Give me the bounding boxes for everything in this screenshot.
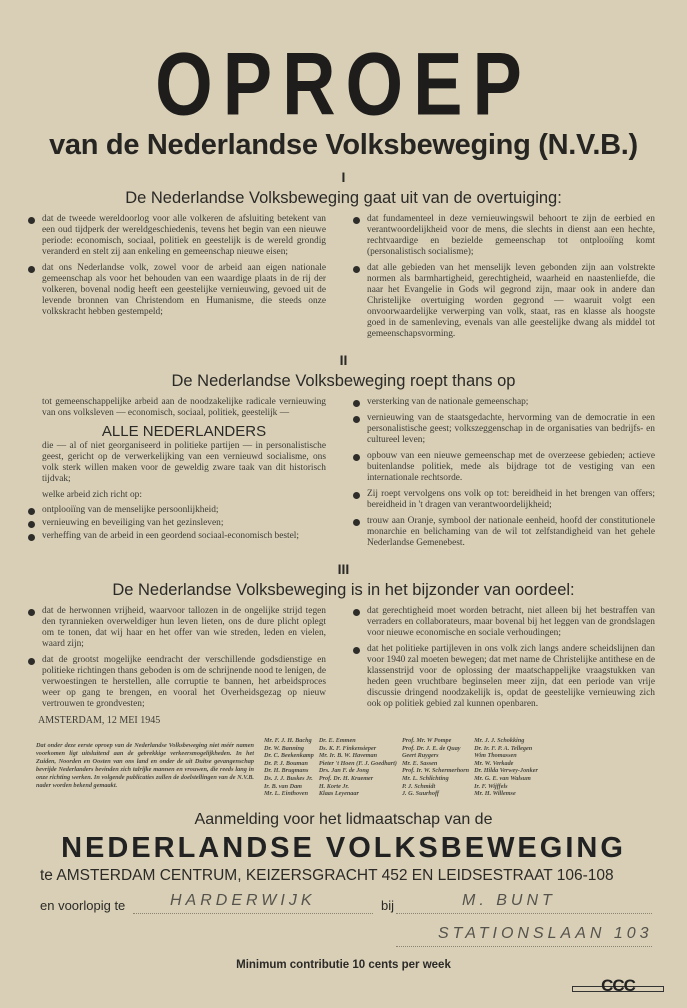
bullet-icon [353,647,360,654]
signatory: Ds. J. J. Buskes Jr. [264,774,313,782]
logo-text: CCC [601,975,635,995]
bullet-icon [28,266,35,273]
bullet-icon [353,519,360,526]
list-item [353,413,655,446]
list-item-text: dat de herwonnen vrijheid, waarvoor tallozen in de ongelijke strijd tegen den tyrannieken overweldiger hun leven lieten, ons de dure plicht oplegt om te tonen, dat wij haar en het offer van wie streden, leden en vielen, waard zijn; [42,606,326,649]
signatories-column [264,737,314,798]
section-1-right-column [353,214,655,345]
signatory: Pieter 't Hoen (F. J. Goedhart) [318,759,397,767]
bullet-icon [353,454,360,461]
list-item-text: dat fundamenteel in deze vernieuwingswil behoort te zijn de eerbied en verantwoordelijkheid voor de mens, die slechts in dienst aan een hechte, rechtvaardige en bezielde gemeenschap tot ontplooiïng komt (personalistisch socialisme); [367,214,655,257]
list-item-text: dat alle gebieden van het menselijk leven gebonden zijn aan volstrekte normen als barmhartigheid, gerechtigheid, waarheid en naastenliefde, die naar het Evangelie in Gods wil gegrond zijn, maar ook in andere dan Christelijke overtuiging worden gegrond — waaruit volgt een onvoorwaardelijke verwerping van volk, staat, ras en klasse als hoogste goed in de samenleving, evenals van alle geestelijke dwang als middel tot gemeenschapsvorming. [367,263,655,339]
list-item-text: trouw aan Oranje, symbool der nationale eenheid, hoofd der constitutionele monarchie en belichaming van de wil tot zelfstandigheid van het gehele Nederlandse Gemenebest. [367,516,655,548]
alle-nederlanders-heading: ALLE NEDERLANDERS [101,423,267,440]
signatory: Mr. L. Einthoven [264,790,309,798]
list-item-text: dat ons Nederlandse volk, zowel voor de arbeid aan eigen nationale gemeenschap als voor het behouden van een waardige plaats in de rij der volkeren, bovenal nodig heeft een geestelijke vernieuwing, gevoed uit de levende bronnen van Christendom en Humanisme, die steeds onze volkskracht hebben gestempeld; [42,263,326,317]
signatory: Mr. F. J. H. Bachg [264,737,312,744]
paragraph: welke arbeid zich richt op: [42,490,142,500]
place-field-line [133,912,373,914]
bullet-icon [28,658,35,665]
signatory: Dr. H. Brugmans [264,767,309,775]
minimum-contribution: Minimum contributie 10 cents per week [236,958,451,971]
signatory: Prof. Ir. W. Schermerhorn [401,767,470,775]
signatory: Wim Thomassen [474,752,517,760]
signatory: Prof. Dr. H. Kraemer [318,774,374,782]
section-numeral: I [341,169,346,185]
signatory: Dr. Hilda Verwey-Jonker [474,767,538,775]
signatory: Mr. Ir. B. W. Haveman [318,752,378,760]
organization-address: te AMSTERDAM CENTRUM, KEIZERSGRACHT 452 EN LEIDSESTRAAT 106-108 [40,866,614,884]
signatories-column [474,737,538,798]
street-row [0,919,687,952]
signatory: Mr. E. Sassen [401,759,438,767]
signatories-column [402,737,469,798]
signatory: Mr. L. Schlichting [401,774,449,782]
section-2-left-column [28,397,326,554]
list-item-text: dat de grootst mogelijke eendracht der verschillende godsdienstige en politieke richtingen thans geboden is om de schrijnende nood te lenigen, de verwoestingen te herstellen, alle corruptie te bannen, het arbeidsproces weer op gang te brengen, en vooral het Overheidsgezag op nieuw vertrouwen te grondvesten; [42,655,326,709]
list-item-text: Zij roept vervolgens ons volk op tot: bereidheid in het brengen van offers; bereidheid in 't dragen van verantwoordelijkheid; [367,489,655,510]
list-item [353,489,655,511]
bullet-icon [28,508,35,515]
printer-logo [572,976,664,998]
place-label: en voorlopig te [40,897,126,913]
list-item [353,214,655,258]
signatory: Drs. Jan F. de Jong [318,767,369,775]
list-item [353,516,655,549]
list-item [353,644,655,710]
signatory: J. G. Suurhoff [401,790,439,798]
section-heading: De Nederlandse Volksbeweging gaat uit van de overtuiging: [125,189,562,207]
list-item [28,606,326,650]
signatory: Ds. K. F. Finkensieper [318,744,377,752]
contact-field[interactable]: M. BUNT [462,891,556,909]
organization-name: NEDERLANDSE VOLKSBEWEGING [61,831,626,864]
section-numeral: III [337,561,350,577]
signatory: Dr. E. Emmen [318,737,356,744]
list-item [353,397,655,408]
signatories-column [319,737,397,798]
signatory: Dr. Ir. F. P. A. Tellegen [474,744,533,752]
bullet-icon [28,217,35,224]
section-2-right-column [353,397,655,554]
place-row [0,886,687,919]
paragraph: die — al of niet georganiseerd in politieke partijen — in personalistische geest, gericht op de verwerkelijking van een vernieuwd socialisme, ons volk sterk willen maken voor de geweldig zware taak van dit historisch tijdvak; [42,441,326,484]
bullet-icon [28,534,35,541]
section-1-left-column [28,214,326,345]
bullet-icon [353,217,360,224]
list-item-text: verheffing van de arbeid in een geordend sociaal-economisch bestel; [42,531,300,541]
bullet-icon [353,609,360,616]
list-item-text: dat gerechtigheid moet worden betracht, niet alleen bij het bestraffen van verraders en collaborateurs, maar bovenal bij het leggen van de grondslagen voor nieuwe economische en sociale verhoudingen; [367,606,655,638]
section-3-body [0,606,687,731]
section-numeral: II [339,352,348,368]
list-item-text: versterking van de nationale gemeenschap; [367,397,529,407]
list-item-text: dat de tweede wereldoorlog voor alle volkeren de afsluiting betekent van een oud tijdperk der wereldgeschiedenis, tevens het begin van een nieuwe periode: economisch, sociaal, politiek en geestelijk is de wereld grondig veranderd en stelt zij aan enkeling en gemeenschap nieuwe eisen; [42,214,326,257]
signatory: Geert Ruygers [401,752,439,760]
list-item-text: vernieuwing van de staatsgedachte, hervorming van de democratie in een personalistische geest; volkszeggenschap in de organisaties van bedrijfs- en cultureel leven; [367,413,655,445]
list-item [28,263,326,318]
intro-text: tot gemeenschappelijke arbeid aan de noodzakelijke radicale vernieuwing van ons volksleven — economisch, sociaal, politiek, geestelijk — [42,397,326,418]
signatory: Dr. C. Beekenkamp [264,752,314,760]
list-item [353,263,655,340]
signatories-block [0,737,687,798]
section-3-right-column [353,606,655,731]
signatory: Mr. G. E. van Walsum [474,774,531,782]
signatory: Ir. B. van Dam [264,782,302,790]
signatory: Mr. J. J. Schokking [474,737,525,744]
list-item [353,606,655,639]
list-item-text: vernieuwing en beveiliging van het gezinsleven; [42,518,224,528]
bullet-icon [353,400,360,407]
section-heading: De Nederlandse Volksbeweging roept thans op [171,372,516,390]
list-item-text: ontplooiïng van de menselijke persoonlijkheid; [42,505,219,515]
place-field[interactable]: HARDERWIJK [170,891,316,909]
bullet-icon [353,266,360,273]
bullet-icon [353,492,360,499]
list-item [28,531,326,542]
poster-subtitle: van de Nederlandse Volksbeweging (N.V.B.) [49,129,638,161]
street-field[interactable]: STATIONSLAAN 103 [438,924,653,942]
list-item [28,655,326,710]
signatory: Klaas Leyenaar [318,790,359,798]
bullet-icon [28,609,35,616]
bullet-icon [353,416,360,423]
footnote: Dat onder deze eerste oproep van de Nederlandse Volksbeweging niet méér namen voorkomen ligt uitsluitend aan de gebrekkige verkeersmogelijkheden. In het Zuiden, Noorden en Oosten van ons land en onder de uit Duitse gevangenschap bevrijde Nederlanders bevinden zich talrijke mannen en vrouwen, die reeds lang in onze richting werken. In volgende publicaties zullen de doelstellingen van de N.V.B. nader worden bekend gemaakt. [36,742,254,789]
section-2-body [0,397,687,554]
dateline: AMSTERDAM, 12 MEI 1945 [38,715,161,726]
section-3-left-column [28,606,326,731]
signatory: Dr. W. Banning [264,744,305,752]
signatory: Dr. P. J. Bouman [264,759,308,767]
section-heading: De Nederlandse Volksbeweging is in het bijzonder van oordeel: [112,581,575,599]
registration-intro: Aanmelding voor het lidmaatschap van de [194,810,493,828]
list-item [353,451,655,484]
contact-field-line [396,912,652,914]
signatory: Prof. Dr. J. E. de Quay [401,744,461,752]
signatory: H. Korte Jr. [318,782,350,790]
signatory: Prof. Mr. W Pompe [401,737,452,744]
list-item [28,518,326,529]
list-item [28,505,326,516]
at-label: bij [381,897,395,913]
list-item-text: dat het politieke partijleven in ons volk zich langs andere scheidslijnen dan voor 1940 zal moeten bewegen; dat met name de Christelijke antithese en de klassenstrijd voor de oplossing der maatschappelijke vraagstukken van heden geen vruchtbare beginselen meer zijn, dat een periode van vrije discussie dringend noodzakelijk is, opdat de geestelijke vernieuwing zich ook op politiek gebied zal kunnen openbaren. [367,644,655,709]
bullet-icon [28,521,35,528]
signatory: Ir. F. Wijffels [474,782,508,790]
signatory: P. J. Schmidt [401,782,436,790]
list-item-text: opbouw van een nieuwe gemeenschap met de overzeese gebieden; actieve buitenlandse politiek, mede als bijdrage tot de vestiging van een internationale rechtsorde. [367,451,655,483]
section-1-body [0,214,687,345]
street-field-line [396,945,652,947]
signatory: Mr. W. Verkade [474,759,514,767]
poster-title: OPROEP [155,34,532,134]
list-item [28,214,326,258]
signatory: Mr. H. Willemse [474,790,516,798]
